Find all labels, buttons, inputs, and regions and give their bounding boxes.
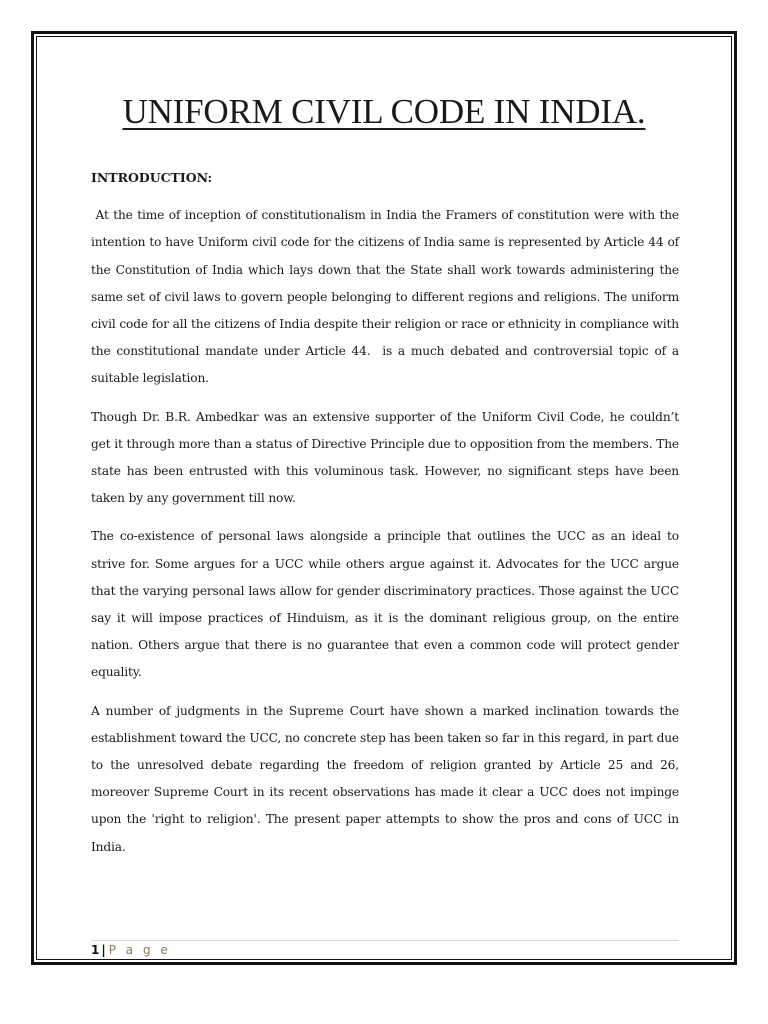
page-number: 1 bbox=[91, 943, 100, 957]
document-body bbox=[91, 164, 683, 872]
section-heading: INTRODUCTION: bbox=[91, 170, 213, 185]
page-label: P a g e bbox=[108, 943, 171, 957]
footer-divider bbox=[91, 940, 679, 941]
paragraph-2: Though Dr. B.R. Ambedkar was an extensive supporter of the Uniform Civil Code, he couldn’t get it through more than a status of Directive Principle due to opposition from the members. The state has been entrusted with this voluminous task. However, no significant steps have been taken by any government till now. bbox=[91, 409, 679, 506]
page-footer bbox=[91, 943, 171, 957]
document-title-text: UNIFORM CIVIL CODE IN INDIA. bbox=[122, 92, 646, 131]
paragraph-3: The co-existence of personal laws alongside a principle that outlines the UCC as an ideal to strive for. Some argues for a UCC while others argue against it. Advocates for the UCC argue that the varying personal laws allow for gender discriminatory practices. Those against the UCC say it will impose practices of Hinduism, as it is the dominant religious group, on the entire nation. Others argue that there is no guarantee that even a common code will protect gender equality. bbox=[91, 529, 679, 680]
footer-separator: | bbox=[101, 943, 106, 957]
document-title bbox=[0, 92, 768, 132]
paragraph-1: At the time of inception of constitutionalism in India the Framers of constitution were with the intention to have Uniform civil code for the citizens of India same is represented by Article 44 of the Constitution of India which lays down that the State shall work towards administering the same set of civil laws to govern people belonging to different regions and religions. The uniform civil code for all the citizens of India despite their religion or race or ethnicity in compliance with the constitutional mandate under Article 44. is a much debated and controversial topic of a suitable legislation. bbox=[91, 208, 683, 386]
paragraph-4: A number of judgments in the Supreme Court have shown a marked inclination towards the establishment toward the UCC, no concrete step has been taken so far in this regard, in part due to the unresolved debate regarding the freedom of religion granted by Article 25 and 26, moreover Supreme Court in its recent observations has made it clear a UCC does not impinge upon the 'right to religion'. The present paper attempts to show the pros and cons of UCC in India. bbox=[91, 703, 679, 854]
